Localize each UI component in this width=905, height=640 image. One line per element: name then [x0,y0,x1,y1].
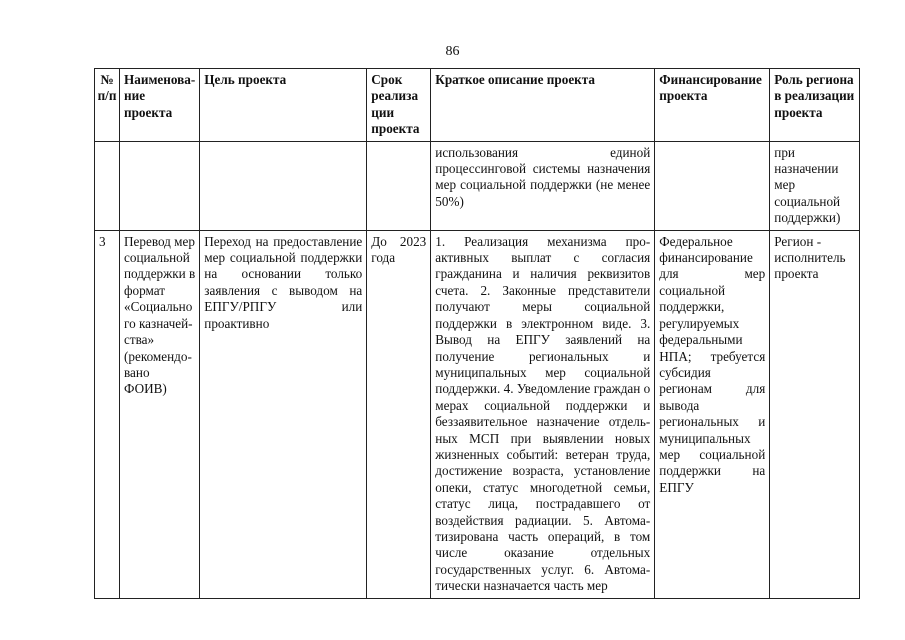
header-project-description: Краткое описание проекта [431,69,655,142]
cell-project-goal [200,141,367,230]
project-table [94,68,860,599]
cell-project-description: использования единой процессинговой системы назначения мер социальной поддержки (не менее 50%) [431,141,655,230]
table-row [95,141,860,230]
cell-project-financing: Федеральное финансирование для мер социальной поддержки, регулируемых федеральными НПА; требуется субсидия регионам для вывода региональных и муниципальных мер социальной поддержки на ЕПГУ [655,230,770,598]
header-project-term: Срок реализа ции проекта [367,69,431,142]
cell-region-role: Регион - исполнитель проекта [770,230,860,598]
cell-project-description: 1. Реализация механизма про-активных выплат с согласия гражданина и наличия реквизитов счета. 2. Законные представители получают меры социальной поддержки в электронном виде. 3. Вывод на ЕПГУ заявлений на получение региональных и муниципальных мер социальной поддержки. 4. Уведомление граждан о мерах социальной поддержки и беззаявительное назначение отдель-ных МСП при выявлении новых жизненных событий: ветеран труда, достижение возраста, установление опеки, статус многодетной семьи, статус лица, пострадавшего от воздействия радиации. 5. Автома-тизирована часть операций, в том числе оказание отдельных государственных услуг. 6. Автома-тически назначается часть мер [431,230,655,598]
cell-region-role: при назначении мер социальной поддержки) [770,141,860,230]
header-project-financing: Финансирование проекта [655,69,770,142]
cell-project-term [367,141,431,230]
cell-number [95,141,120,230]
cell-number: 3 [95,230,120,598]
header-project-goal: Цель проекта [200,69,367,142]
header-region-role: Роль региона в реализации проекта [770,69,860,142]
cell-project-goal: Переход на предоставление мер социальной поддержки на основании только заявления с выводом на ЕПГУ/РПГУ или проактивно [200,230,367,598]
table-header-row [95,69,860,142]
header-project-name: Наименова-ние проекта [120,69,200,142]
cell-project-name: Перевод мер социальной поддержки в формат «Социально го казначей-ства» (рекомендо-вано ФОИВ) [120,230,200,598]
cell-project-name [120,141,200,230]
page-number: 86 [445,44,460,59]
cell-project-financing [655,141,770,230]
header-number: № п/п [95,69,120,142]
table-row [95,230,860,598]
cell-project-term: До 2023 года [367,230,431,598]
